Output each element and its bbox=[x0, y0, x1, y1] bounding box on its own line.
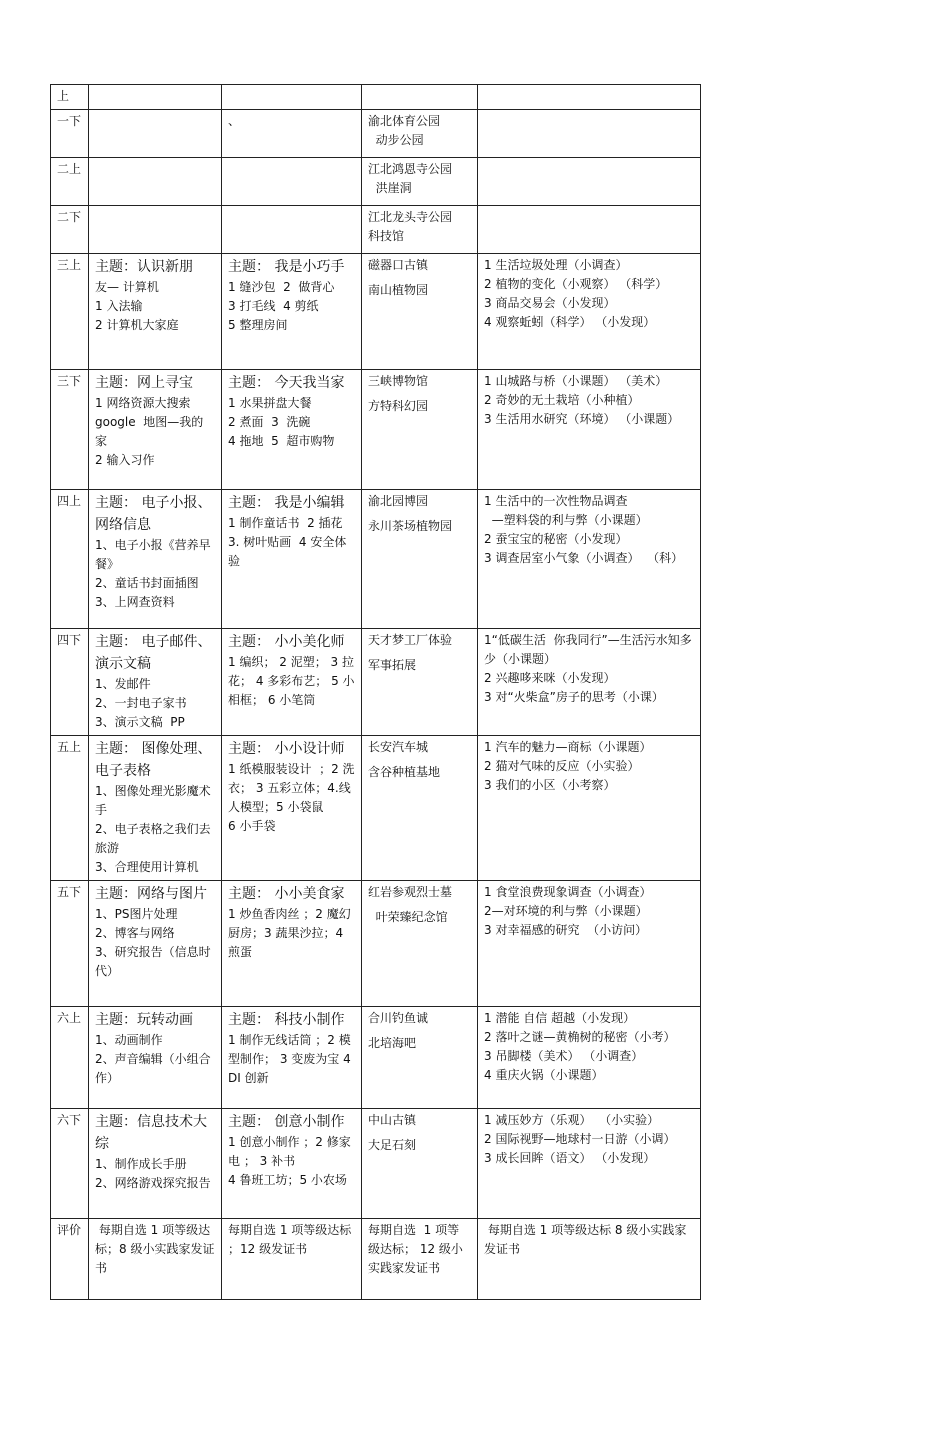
table-row bbox=[51, 736, 701, 881]
cell-line: 2—对环境的利与弊（小课题） bbox=[484, 904, 648, 918]
table-row bbox=[51, 1219, 701, 1300]
cell-line: 1 汽车的魅力—商标（小课题） bbox=[484, 740, 652, 754]
cell-line: 2 兴趣哆来咪（小发现） bbox=[484, 671, 616, 685]
cell-line: 中山古镇 bbox=[368, 1113, 417, 1127]
table-row bbox=[51, 881, 701, 1007]
grade-cell: 六下 bbox=[51, 1109, 89, 1219]
cell-line: 每期自选 1 项等级达标 8 级小实践家发证书 bbox=[484, 1223, 687, 1256]
cell-line: 2 奇妙的无土栽培（小种植） bbox=[484, 393, 640, 407]
cell-line: 大足石刻 bbox=[368, 1138, 417, 1152]
practice-cell bbox=[222, 85, 362, 110]
cell-line: 主题：网上寻宝 bbox=[95, 375, 193, 391]
grade-cell: 一下 bbox=[51, 110, 89, 158]
cell-line: 1、动画制作 bbox=[95, 1033, 163, 1047]
grade-cell: 五下 bbox=[51, 881, 89, 1007]
tech-cell bbox=[89, 85, 222, 110]
visit-cell bbox=[362, 881, 478, 1007]
cell-line: 1“低碳生活 你我同行”—生活污水知多少（小课题） bbox=[484, 633, 692, 666]
tech-cell bbox=[89, 1219, 222, 1300]
visit-cell bbox=[362, 206, 478, 254]
cell-line: 4 拖地 5 超市购物 bbox=[228, 434, 335, 448]
visit-cell bbox=[362, 629, 478, 736]
cell-line: 主题： 今天我当家 bbox=[228, 375, 345, 391]
cell-line: 3、上网查资料 bbox=[95, 595, 175, 609]
table-row bbox=[51, 254, 701, 370]
practice-cell bbox=[222, 206, 362, 254]
grade-cell: 三上 bbox=[51, 254, 89, 370]
cell-line: 主题： 小小设计师 bbox=[228, 741, 345, 757]
cell-line: 2 落叶之谜—黄桷树的秘密（小考） bbox=[484, 1030, 676, 1044]
cell-line: 2 植物的变化（小观察） （科学） bbox=[484, 277, 668, 291]
cell-line: 军事拓展 bbox=[368, 658, 417, 672]
cell-line: 、 bbox=[228, 114, 241, 128]
cell-line: 磁器口古镇 bbox=[368, 258, 429, 272]
visit-cell bbox=[362, 158, 478, 206]
tech-cell bbox=[89, 158, 222, 206]
cell-line: 江北龙头寺公园 bbox=[368, 210, 453, 224]
practice-cell bbox=[222, 158, 362, 206]
cell-line: 渝北园博园 bbox=[368, 494, 429, 508]
cell-line: 科技馆 bbox=[368, 229, 405, 243]
cell-line: 3 商品交易会（小发现） bbox=[484, 296, 616, 310]
cell-line: 4 鲁班工坊；5 小农场 bbox=[228, 1173, 347, 1187]
practice-cell bbox=[222, 629, 362, 736]
tech-cell bbox=[89, 254, 222, 370]
cell-line: 主题： 科技小制作 bbox=[228, 1012, 345, 1028]
table-row bbox=[51, 206, 701, 254]
cell-line: 红岩参观烈士墓 bbox=[368, 885, 453, 899]
visit-cell bbox=[362, 110, 478, 158]
visit-cell bbox=[362, 736, 478, 881]
cell-line: 主题： 小小美食家 bbox=[228, 886, 345, 902]
cell-line: 2 煮面 3 洗碗 bbox=[228, 415, 311, 429]
cell-line: 主题： 我是小巧手 bbox=[228, 259, 345, 275]
cell-line: 2、一封电子家书 bbox=[95, 696, 187, 710]
cell-line: 2、电子表格之我们去旅游 bbox=[95, 822, 211, 855]
research-cell bbox=[478, 736, 701, 881]
cell-line: 1 缝沙包 2 做背心 bbox=[228, 280, 335, 294]
cell-line: 2 输入习作 bbox=[95, 453, 155, 467]
grade-cell: 二下 bbox=[51, 206, 89, 254]
research-cell bbox=[478, 1219, 701, 1300]
table-row bbox=[51, 158, 701, 206]
cell-line: 1、发邮件 bbox=[95, 677, 151, 691]
cell-line: 1 网络资源大搜索 bbox=[95, 396, 191, 410]
cell-line: 4 重庆火锅（小课题） bbox=[484, 1068, 604, 1082]
cell-line: 1 减压妙方（乐观） （小实验） bbox=[484, 1113, 660, 1127]
cell-line: 3 对“火柴盒”房子的思考（小课） bbox=[484, 690, 664, 704]
cell-line: 每期自选 1 项等级达标； 12 级小实践家发证书 bbox=[368, 1223, 463, 1275]
cell-line: 3 对幸福感的研究 （小访问） bbox=[484, 923, 648, 937]
cell-line: 3 生活用水研究（环境） （小课题） bbox=[484, 412, 680, 426]
tech-cell bbox=[89, 881, 222, 1007]
research-cell bbox=[478, 1007, 701, 1109]
cell-line: 2 蚕宝宝的秘密（小发现） bbox=[484, 532, 628, 546]
research-cell bbox=[478, 85, 701, 110]
research-cell bbox=[478, 629, 701, 736]
visit-cell bbox=[362, 370, 478, 490]
practice-cell bbox=[222, 736, 362, 881]
cell-line: 3 吊脚楼（美术） （小调查） bbox=[484, 1049, 644, 1063]
cell-line: 主题： 小小美化师 bbox=[228, 634, 345, 650]
cell-line: 2 计算机大家庭 bbox=[95, 318, 179, 332]
cell-line: 主题： 电子邮件、演示文稿 bbox=[95, 634, 212, 672]
cell-line: 动步公园 bbox=[368, 133, 424, 147]
cell-line: 主题： 图像处理、电子表格 bbox=[95, 741, 212, 779]
research-cell bbox=[478, 206, 701, 254]
tech-cell bbox=[89, 736, 222, 881]
cell-line: 2 国际视野—地球村一日游（小调） bbox=[484, 1132, 676, 1146]
practice-cell bbox=[222, 254, 362, 370]
grade-cell: 上 bbox=[51, 85, 89, 110]
cell-line: 1、电子小报《营养早餐》 bbox=[95, 538, 211, 571]
cell-line: 天才梦工厂体验 bbox=[368, 633, 453, 647]
cell-line: 1 山城路与桥（小课题） （美术） bbox=[484, 374, 668, 388]
cell-line: 北培海吧 bbox=[368, 1036, 417, 1050]
research-cell bbox=[478, 110, 701, 158]
cell-line: 3、演示文稿 PP bbox=[95, 715, 185, 729]
cell-line: 主题： 创意小制作 bbox=[228, 1114, 345, 1130]
tech-cell bbox=[89, 110, 222, 158]
grade-cell: 五上 bbox=[51, 736, 89, 881]
cell-line: 1 炒鱼香肉丝 ；2 魔幻厨房；3 蔬果沙拉；4 煎蛋 bbox=[228, 907, 351, 959]
visit-cell bbox=[362, 1007, 478, 1109]
cell-line: 1 水果拼盘大餐 bbox=[228, 396, 312, 410]
visit-cell bbox=[362, 490, 478, 629]
cell-line: 1 生活中的一次性物品调查 bbox=[484, 494, 628, 508]
table-row bbox=[51, 110, 701, 158]
cell-line: 1、PS图片处理 bbox=[95, 907, 178, 921]
cell-line: 每期自选 1 项等级达标；8 级小实践家发证书 bbox=[95, 1223, 215, 1275]
table-body bbox=[51, 85, 701, 1300]
cell-line: 3 我们的小区（小考察） bbox=[484, 778, 616, 792]
table-row bbox=[51, 370, 701, 490]
cell-line: 叶荣臻纪念馆 bbox=[368, 910, 448, 924]
cell-line: 5 整理房间 bbox=[228, 318, 288, 332]
cell-line: 3. 树叶贴画 4 安全体验 bbox=[228, 535, 347, 568]
cell-line: 主题：信息技术大综 bbox=[95, 1114, 207, 1152]
cell-line: 洪崖洞 bbox=[368, 181, 412, 195]
tech-cell bbox=[89, 206, 222, 254]
tech-cell bbox=[89, 370, 222, 490]
cell-line: 长安汽车城 bbox=[368, 740, 429, 754]
grade-cell: 四上 bbox=[51, 490, 89, 629]
table-row bbox=[51, 629, 701, 736]
cell-line: 每期自选 1 项等级达标 ；12 级发证书 bbox=[228, 1223, 356, 1256]
grade-cell: 二上 bbox=[51, 158, 89, 206]
cell-line: 3 调查居室小气象（小调查） （科） bbox=[484, 551, 684, 565]
tech-cell bbox=[89, 490, 222, 629]
cell-line: 1 编织； 2 泥塑； 3 拉花； 4 多彩布艺； 5 小相框； 6 小笔筒 bbox=[228, 655, 355, 707]
cell-line: 3 成长回眸（语文） （小发现） bbox=[484, 1151, 656, 1165]
cell-line: google 地图—我的家 bbox=[95, 415, 204, 448]
cell-line: 1 创意小制作 ；2 修家电 ； 3 补书 bbox=[228, 1135, 351, 1168]
cell-line: 1 制作无线话筒 ；2 模型制作； 3 变废为宝 4 DI 创新 bbox=[228, 1033, 355, 1085]
cell-line: 1 纸模服装设计 ；2 洗衣； 3 五彩立体；4.线人模型；5 小袋鼠 bbox=[228, 762, 355, 814]
visit-cell bbox=[362, 254, 478, 370]
research-cell bbox=[478, 881, 701, 1007]
grade-cell: 评价 bbox=[51, 1219, 89, 1300]
practice-cell bbox=[222, 1219, 362, 1300]
cell-line: 1 食堂浪费现象调查（小调查） bbox=[484, 885, 652, 899]
cell-line: 江北鸿恩寺公园 bbox=[368, 162, 453, 176]
table-row bbox=[51, 490, 701, 629]
cell-line: 主题： 电子小报、网络信息 bbox=[95, 495, 212, 533]
cell-line: 2、博客与网络 bbox=[95, 926, 175, 940]
cell-line: 南山植物园 bbox=[368, 283, 429, 297]
visit-cell bbox=[362, 1109, 478, 1219]
research-cell bbox=[478, 254, 701, 370]
cell-line: 6 小手袋 bbox=[228, 819, 276, 833]
tech-cell bbox=[89, 1109, 222, 1219]
cell-line: 合川钓鱼诚 bbox=[368, 1011, 429, 1025]
cell-line: 2、童话书封面插图 bbox=[95, 576, 199, 590]
activity-plan-table bbox=[50, 84, 701, 1300]
cell-line: 1 生活垃圾处理（小调查） bbox=[484, 258, 628, 272]
grade-cell: 六上 bbox=[51, 1007, 89, 1109]
cell-line: 1、制作成长手册 bbox=[95, 1157, 187, 1171]
research-cell bbox=[478, 158, 701, 206]
research-cell bbox=[478, 370, 701, 490]
cell-line: 1 入法输 bbox=[95, 299, 143, 313]
practice-cell bbox=[222, 1109, 362, 1219]
cell-line: 主题： 我是小编辑 bbox=[228, 495, 345, 511]
practice-cell bbox=[222, 1007, 362, 1109]
cell-line: 友— 计算机 bbox=[95, 280, 159, 294]
cell-line: 1、图像处理光影魔术手 bbox=[95, 784, 211, 817]
cell-line: 3、合理使用计算机 bbox=[95, 860, 199, 874]
cell-line: 2、网络游戏探究报告 bbox=[95, 1176, 211, 1190]
research-cell bbox=[478, 1109, 701, 1219]
cell-line: —塑料袋的利与弊（小课题） bbox=[484, 513, 648, 527]
cell-line: 含谷种植基地 bbox=[368, 765, 441, 779]
cell-line: 1 潜能 自信 超越（小发现） bbox=[484, 1011, 636, 1025]
cell-line: 3、研究报告（信息时代） bbox=[95, 945, 211, 978]
cell-line: 4 观察蚯蚓（科学） （小发现） bbox=[484, 315, 656, 329]
cell-line: 2 猫对气味的反应（小实验） bbox=[484, 759, 640, 773]
tech-cell bbox=[89, 629, 222, 736]
cell-line: 2、声音编辑（小组合作） bbox=[95, 1052, 211, 1085]
cell-line: 1 制作童话书 2 插花 bbox=[228, 516, 343, 530]
practice-cell bbox=[222, 110, 362, 158]
cell-line: 三峡博物馆 bbox=[368, 374, 429, 388]
cell-line: 主题：网络与图片 bbox=[95, 886, 207, 902]
table-row bbox=[51, 1007, 701, 1109]
cell-line: 渝北体育公园 bbox=[368, 114, 441, 128]
cell-line: 3 打毛线 4 剪纸 bbox=[228, 299, 319, 313]
cell-line: 主题：玩转动画 bbox=[95, 1012, 193, 1028]
visit-cell bbox=[362, 1219, 478, 1300]
visit-cell bbox=[362, 85, 478, 110]
table-row bbox=[51, 1109, 701, 1219]
cell-line: 主题：认识新朋 bbox=[95, 259, 193, 275]
grade-cell: 三下 bbox=[51, 370, 89, 490]
tech-cell bbox=[89, 1007, 222, 1109]
practice-cell bbox=[222, 490, 362, 629]
table-row bbox=[51, 85, 701, 110]
grade-cell: 四下 bbox=[51, 629, 89, 736]
practice-cell bbox=[222, 370, 362, 490]
cell-line: 永川茶场植物园 bbox=[368, 519, 453, 533]
cell-line: 方特科幻园 bbox=[368, 399, 429, 413]
research-cell bbox=[478, 490, 701, 629]
practice-cell bbox=[222, 881, 362, 1007]
